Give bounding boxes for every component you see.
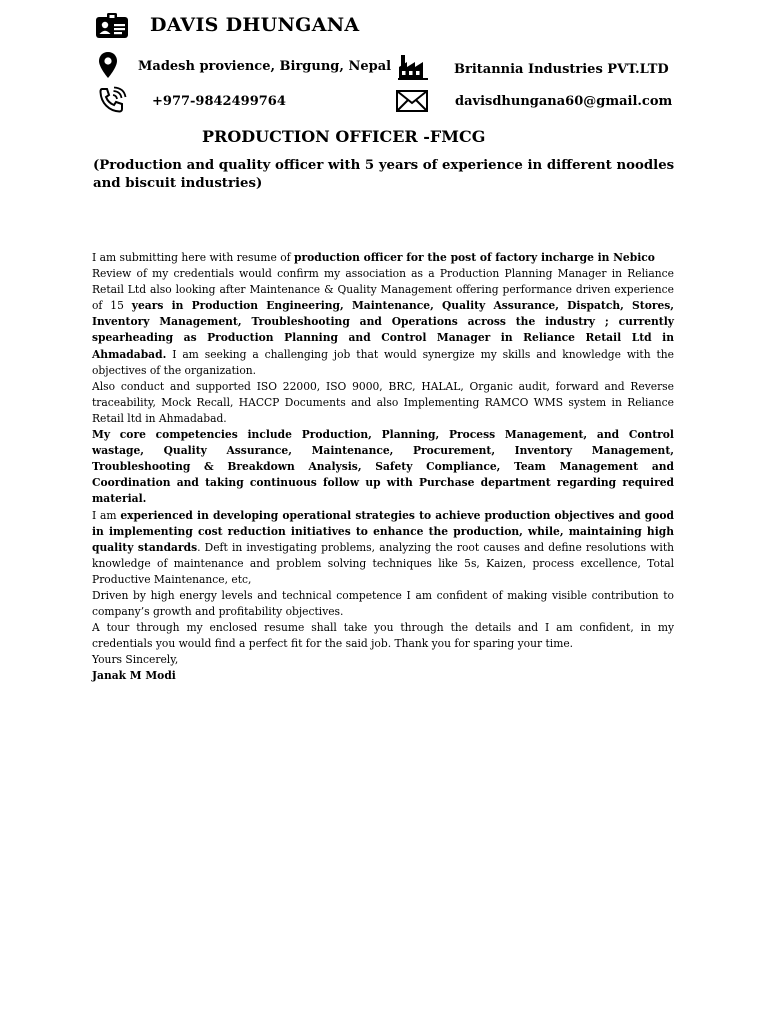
letter-closing: Yours Sincerely,	[92, 653, 179, 667]
phone-icon	[97, 86, 127, 114]
email-text: davisdhungana60@gmail.com	[455, 94, 673, 109]
letter-paragraph: A tour through my enclosed resume shall take you through the details and I am confident, in my credentials you would find a perfect fit for the said job. Thank you for sparing your time.	[92, 621, 674, 651]
letter-paragraph: Also conduct and supported ISO 22000, ISO 9000, BRC, HALAL, Organic audit, forward and Reverse traceability, Mock Recall, HACCP Documents and also Implementing RAMCO WMS system in Reliance Retail ltd in Ahmadabad.	[92, 379, 674, 425]
factory-icon	[398, 55, 428, 80]
letter-paragraph: Review of my credentials would confirm my association as a Production Planning Manager in Reliance Retail Ltd also looking after Maintenance & Quality Management offering performance driven experience of 15 years in Production Engineering, Maintenance, Quality Assurance, Dispatch, Stores, Inventory Management, Troubleshooting and Operations across the industry ; currently spearheading as Production Planning and Control Manager in Reliance Retail Ltd in Ahmadabad. I am seeking a challenging job that would synergize my skills and knowledge with the objectives of the organization.	[92, 267, 674, 377]
company-text: Britannia Industries PVT.LTD	[454, 62, 669, 77]
letter-paragraph: I am experienced in developing operational strategies to achieve production objectives and good in implementing cost reduction initiatives to enhance the production, while, maintaining high quality standards. Deft in investigating problems, analyzing the root causes and define resolutions with knowledge of maintenance and problem solving techniques like 5s, Kaizen, process excellence, Total Productive Maintenance, etc,	[92, 508, 674, 586]
letter-signature: Janak M Modi	[92, 669, 176, 683]
experience-summary: (Production and quality officer with 5 years of experience in different noodles and biscuit industries)	[93, 158, 675, 191]
id-card-icon	[95, 13, 129, 39]
envelope-icon	[396, 90, 428, 112]
applicant-name: DAVIS DHUNGANA	[150, 14, 360, 36]
letter-paragraph: I am submitting here with resume of production officer for the post of factory incharge in Nebico	[92, 251, 655, 264]
phone-number: +977-9842499764	[152, 94, 286, 109]
letter-paragraph: My core competencies include Production, Planning, Process Management, and Control wastage, Quality Assurance, Maintenance, Procurement, Inventory Management, Troubleshooting & Breakdown Analysis, Safety Compliance, Team Management and Coordination and taking continuous follow up with Purchase department regarding required material.	[92, 428, 674, 506]
cover-letter	[92, 250, 674, 685]
address-text: Madesh provience, Birgung, Nepal	[138, 59, 392, 74]
letter-paragraph: Driven by high energy levels and technical competence I am confident of making visible contribution to company’s growth and profitability objectives.	[92, 588, 674, 619]
location-pin-icon	[98, 52, 118, 78]
job-title: PRODUCTION OFFICER -FMCG	[202, 127, 486, 146]
